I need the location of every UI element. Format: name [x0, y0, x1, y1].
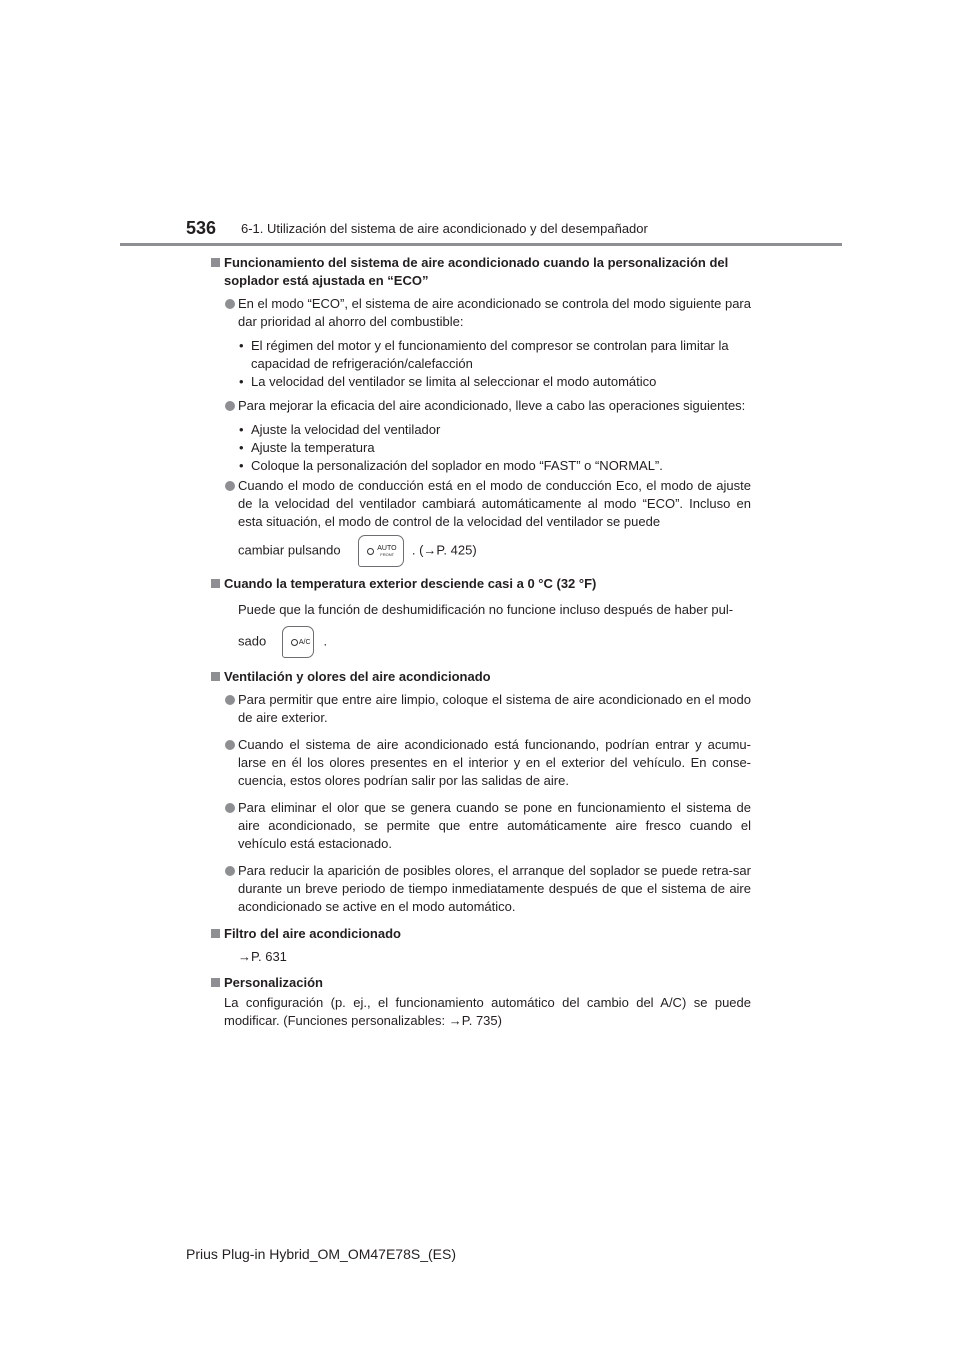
- sub-item: • El régimen del motor y el funcionamiento del compresor se controlan para limitar la capacidad de refrigeración/calefacción: [239, 338, 729, 371]
- cold-text: Puede que la función de deshumidificación no funcione incluso después de haber pul- sado A/C .: [211, 601, 751, 658]
- section-heading-filter: Filtro del aire acondicionado: [211, 925, 751, 943]
- bullet-odor: Para reducir la aparición de posibles olores, el arranque del soplador se puede retra-sar durante un breve periodo de tiempo inmediatamente después de que el sistema de aire acondicionado se active en el modo automático.: [211, 862, 751, 916]
- ac-button-icon: A/C: [282, 626, 314, 658]
- bullet-odor: Cuando el sistema de aire acondicionado está funcionando, podrían entrar y acumu-larse en él los olores presentes en el interior y en el exterior del vehículo. En conse-cuencia, estos olores podrían salir por las salidas de aire.: [211, 736, 751, 790]
- sub-item: • Coloque la personalización del soplador en modo “FAST” o “NORMAL”.: [239, 458, 663, 473]
- header-divider: [120, 243, 842, 246]
- auto-button-icon: AUTO FRONT: [358, 535, 404, 567]
- square-bullet-icon: [211, 672, 220, 681]
- chapter-title: 6-1. Utilización del sistema de aire acondicionado y del desempañador: [241, 221, 648, 236]
- sub-item: • La velocidad del ventilador se limita al seleccionar el modo automático: [239, 374, 657, 389]
- bullet-eco-drive-mode: Cuando el modo de conducción está en el modo de conducción Eco, el modo de ajuste de la velocidad del ventilador cambiará automáticamente al modo “ECO”. Incluso en esta situación, el modo de control de la velocidad del ventilador se puede cambiar pulsando AUTO FRONT . (→P. 425): [211, 477, 751, 567]
- customization-text: La configuración (p. ej., el funcionamiento automático del cambio del A/C) se puede modificar. (Funciones personalizables: →P. 735): [224, 995, 751, 1028]
- section-heading-cold: Cuando la temperatura exterior desciende casi a 0 °C (32 °F): [211, 575, 751, 593]
- circle-bullet-icon: [225, 481, 235, 491]
- bullet-odor: Para permitir que entre aire limpio, coloque el sistema de aire acondicionado en el modo de aire exterior.: [211, 691, 751, 727]
- indicator-light-icon: [291, 639, 298, 646]
- sub-item: • Ajuste la velocidad del ventilador: [239, 422, 441, 437]
- bullet-eco-mode: En el modo “ECO”, el sistema de aire acondicionado se controla del modo siguiente para dar prioridad al ahorro del combustible:: [211, 295, 751, 331]
- circle-bullet-icon: [225, 866, 235, 876]
- sub-item: • Ajuste la temperatura: [239, 440, 375, 455]
- bullet-improve-efficiency: Para mejorar la eficacia del aire acondicionado, lleve a cabo las operaciones siguientes:: [211, 397, 751, 415]
- circle-bullet-icon: [225, 740, 235, 750]
- circle-bullet-icon: [225, 695, 235, 705]
- section-heading-customization: Personalización: [211, 974, 751, 992]
- indicator-light-icon: [367, 548, 374, 555]
- filter-reference: →P. 631: [238, 949, 287, 964]
- manual-footer-title: Prius Plug-in Hybrid_OM_OM47E78S_(ES): [186, 1246, 456, 1262]
- square-bullet-icon: [211, 929, 220, 938]
- section-heading-eco: Funcionamiento del sistema de aire acondicionado cuando la personalización del soplador está ajustada en “ECO”: [211, 254, 751, 290]
- page-number: 536: [186, 218, 217, 238]
- circle-bullet-icon: [225, 401, 235, 411]
- square-bullet-icon: [211, 978, 220, 987]
- square-bullet-icon: [211, 258, 220, 267]
- circle-bullet-icon: [225, 299, 235, 309]
- square-bullet-icon: [211, 579, 220, 588]
- circle-bullet-icon: [225, 803, 235, 813]
- page-content: [211, 254, 751, 1036]
- bullet-odor: Para eliminar el olor que se genera cuando se pone en funcionamiento el sistema de aire acondicionado, se permite que entre automáticamente aire fresco cuando el vehículo está estacionado.: [211, 799, 751, 853]
- section-heading-odor: Ventilación y olores del aire acondicionado: [211, 668, 751, 686]
